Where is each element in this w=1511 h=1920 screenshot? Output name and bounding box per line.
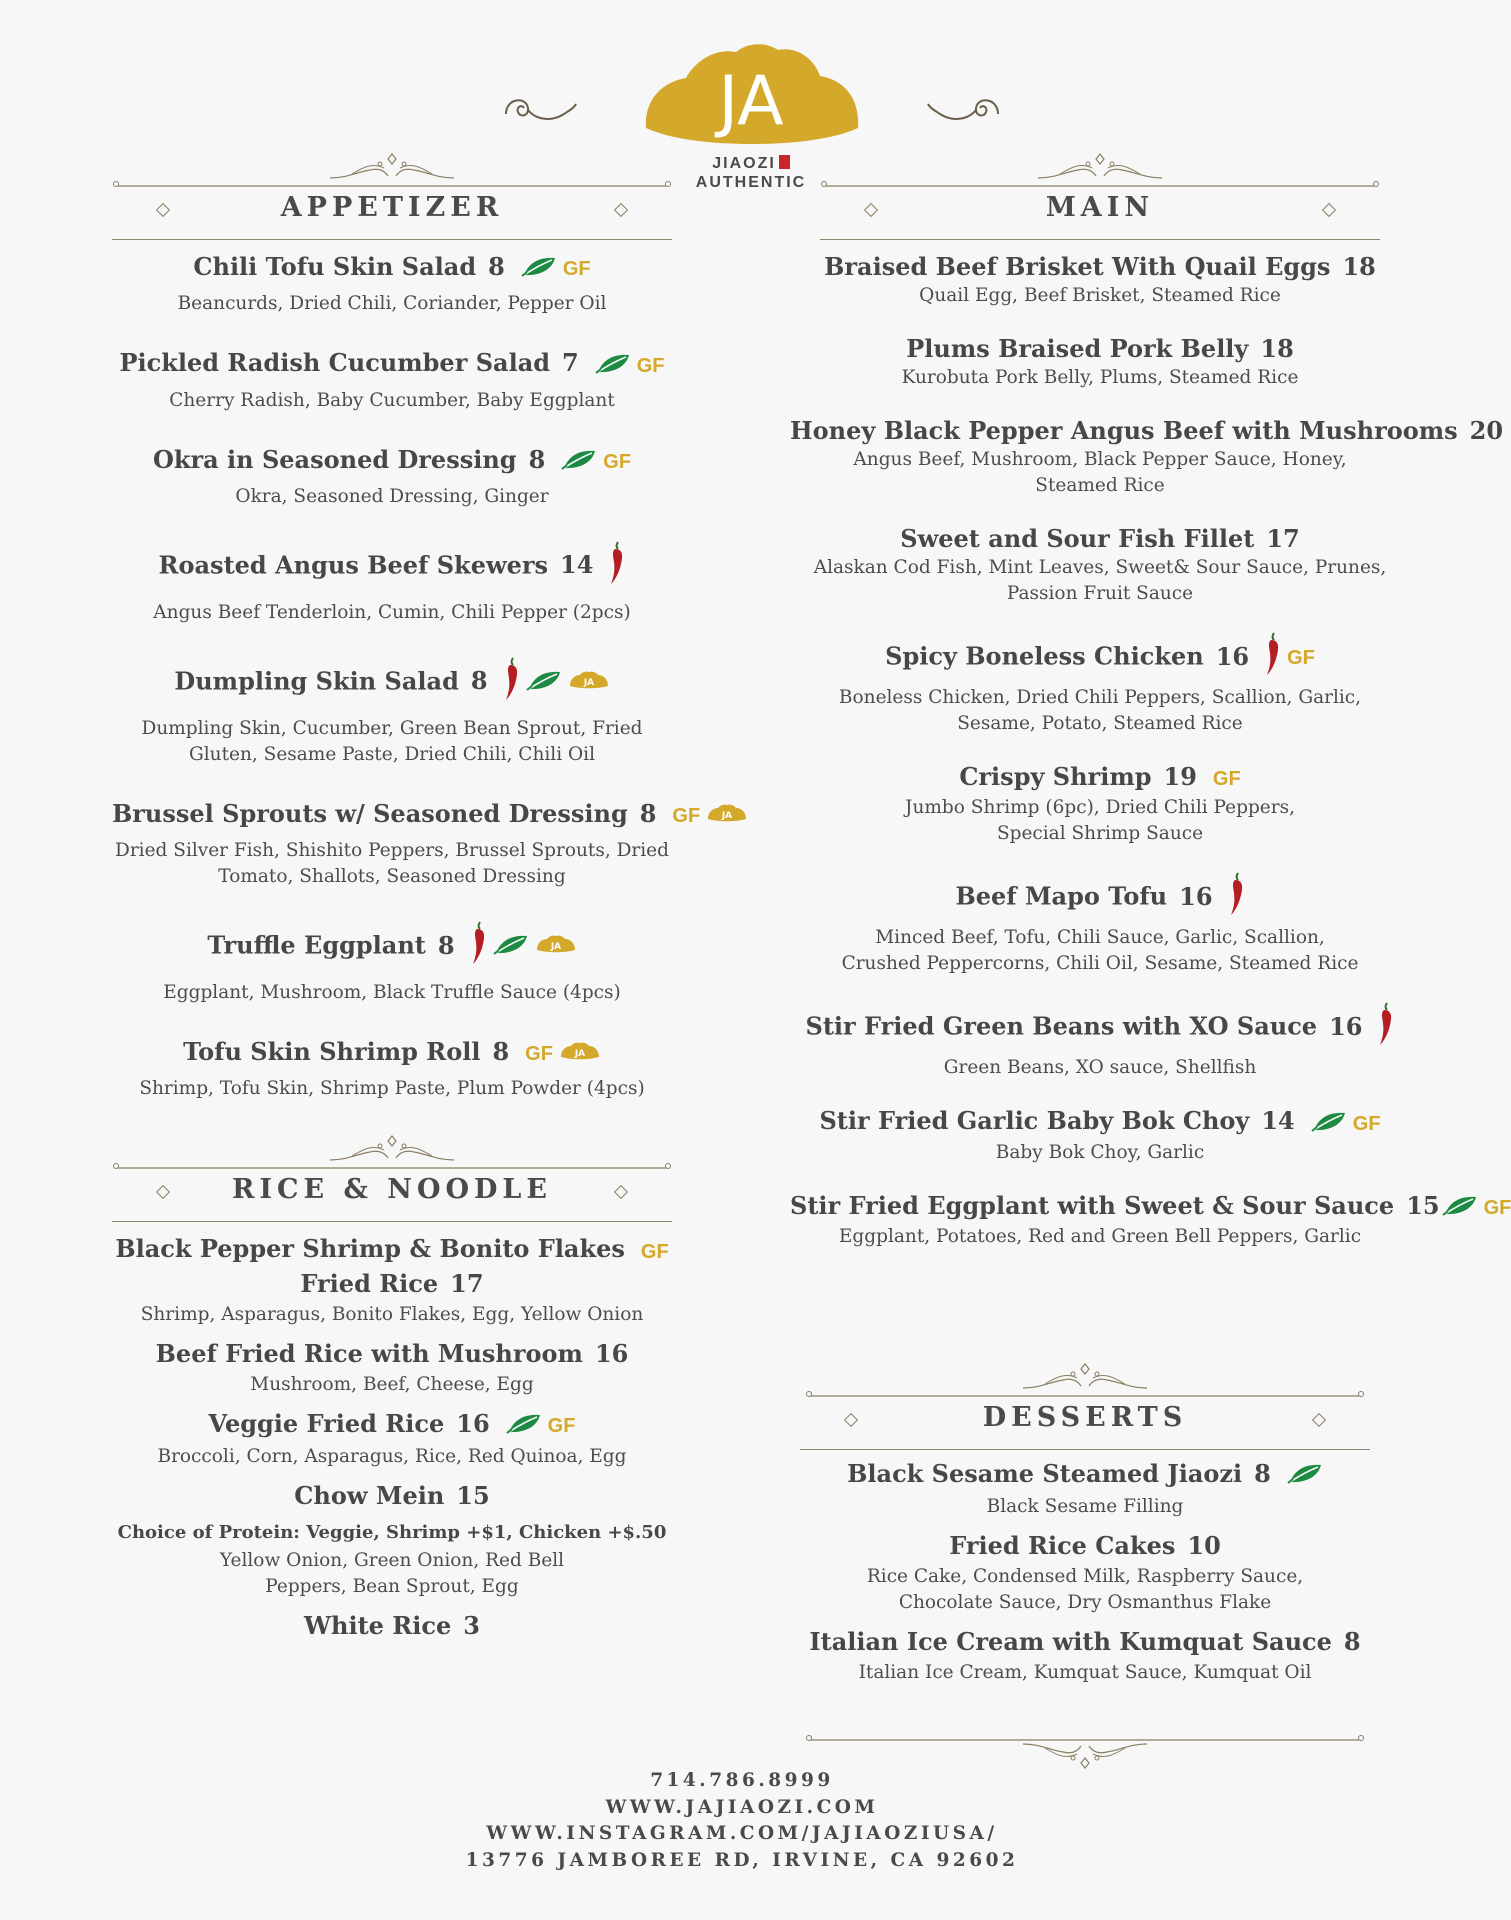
- vegetarian-leaf-icon: [1442, 1194, 1478, 1216]
- item-price: 17: [1266, 524, 1300, 553]
- website-link[interactable]: WWW.JAJIAOZI.COM: [605, 1796, 879, 1818]
- red-seal-icon: [779, 155, 790, 169]
- item-price: 15: [456, 1480, 490, 1510]
- item-name: Italian Ice Cream with Kumquat Sauce: [809, 1627, 1332, 1657]
- item-price: 15: [1406, 1190, 1440, 1220]
- item-name: Veggie Fried Rice: [208, 1408, 445, 1438]
- dumpling-logo-icon: [640, 36, 862, 156]
- brand-line-2: AUTHENTIC: [695, 174, 807, 191]
- menu-item: [790, 251, 1410, 309]
- desserts-list: [800, 1458, 1370, 1686]
- item-price: 14: [1261, 1106, 1295, 1136]
- menu-item: [790, 415, 1504, 499]
- item-price: 8: [528, 444, 546, 474]
- item-name: Brussel Sprouts w/ Seasoned Dressing: [112, 798, 628, 828]
- menu-item: [112, 540, 672, 626]
- signature-dumpling-icon: [559, 1040, 601, 1062]
- item-name-line-2: Fried Rice: [300, 1268, 439, 1298]
- signature-dumpling-icon: [706, 802, 748, 824]
- item-description: Boneless Chicken, Dried Chili Peppers, Scallion, Garlic, Sesame, Potato, Steamed Rice: [838, 687, 1362, 734]
- item-description: Shrimp, Asparagus, Bonito Flakes, Egg, Yellow Onion: [140, 1303, 644, 1325]
- item-description: Okra, Seasoned Dressing, Ginger: [235, 485, 549, 507]
- vegetarian-leaf-icon: [526, 669, 562, 691]
- section-title-appetizer: APPETIZER: [280, 192, 504, 223]
- menu-item: [112, 444, 672, 510]
- divider-line: [820, 180, 1380, 188]
- desserts-column: [800, 1360, 1370, 1696]
- ornament-icon: [322, 1132, 462, 1164]
- item-description: Cherry Radish, Baby Cucumber, Baby Eggplant: [169, 389, 615, 411]
- item-price: 16: [594, 1338, 629, 1368]
- menu-item: [800, 1626, 1370, 1686]
- item-description: Dumpling Skin, Cucumber, Green Bean Sprout, Fried Gluten, Sesame Paste, Dried Chili, Chili Oil: [141, 717, 643, 765]
- item-price: 8: [437, 930, 455, 960]
- item-price: 10: [1187, 1531, 1221, 1561]
- item-price: 8: [492, 1037, 510, 1066]
- protein-options: Choice of Protein: Veggie, Shrimp +$1, Chicken +$.50: [117, 1521, 667, 1543]
- vegetarian-leaf-icon: [595, 352, 631, 374]
- item-name: Chili Tofu Skin Salad: [193, 252, 477, 281]
- item-price: 7: [562, 348, 579, 378]
- ornament-icon: [1015, 1360, 1155, 1392]
- appetizer-header: [112, 150, 672, 245]
- item-price: 20: [1469, 416, 1504, 445]
- gluten-free-badge: GF: [640, 1240, 669, 1263]
- item-description: Green Beans, XO sauce, Shellfish: [943, 1057, 1257, 1079]
- item-description: Jumbo Shrimp (6pc), Dried Chili Peppers, Special Shrimp Sauce: [905, 797, 1295, 845]
- item-price: 18: [1260, 334, 1294, 363]
- item-price: 3: [463, 1610, 480, 1640]
- item-name: Pickled Radish Cucumber Salad: [119, 348, 551, 378]
- gluten-free-badge: GF: [603, 450, 632, 473]
- item-description: Quail Egg, Beef Brisket, Steamed Rice: [919, 285, 1281, 306]
- menu-item: [790, 631, 1410, 737]
- gluten-free-badge: GF: [1352, 1112, 1381, 1135]
- gluten-free-badge: GF: [1483, 1196, 1511, 1219]
- item-description: Mushroom, Beef, Cheese, Egg: [250, 1373, 534, 1395]
- item-price: 8: [1254, 1459, 1271, 1488]
- menu-item: [112, 1338, 672, 1398]
- desserts-header: [800, 1360, 1370, 1452]
- item-name: Plums Braised Pork Belly: [906, 334, 1249, 363]
- item-name: Tofu Skin Shrimp Roll: [183, 1037, 481, 1066]
- section-title-main: MAIN: [1045, 192, 1155, 223]
- menu-item: [112, 347, 672, 413]
- vegetarian-leaf-icon: [493, 933, 529, 955]
- gluten-free-badge: GF: [1212, 768, 1241, 791]
- item-description: Black Sesame Filling: [986, 1496, 1184, 1518]
- item-name: Braised Beef Brisket With Quail Eggs: [824, 252, 1331, 281]
- vegetarian-leaf-icon: [1287, 1462, 1323, 1484]
- item-name: Okra in Seasoned Dressing: [152, 444, 517, 474]
- main-header: [820, 150, 1380, 245]
- item-description: Dried Silver Fish, Shishito Peppers, Brussel Sprouts, Dried Tomato, Shallots, Seasoned Dressing: [115, 840, 669, 887]
- item-description: Beancurds, Dried Chili, Coriander, Pepper Oil: [177, 293, 607, 315]
- menu-item: [112, 920, 672, 1006]
- vegetarian-leaf-icon: [1311, 1110, 1347, 1132]
- menu-item: [790, 761, 1410, 847]
- item-description: Italian Ice Cream, Kumquat Sauce, Kumquat Oil: [858, 1662, 1312, 1684]
- item-description: Baby Bok Choy, Garlic: [995, 1141, 1205, 1163]
- item-description: Minced Beef, Tofu, Chili Sauce, Garlic, Scallion, Crushed Peppercorns, Chili Oil, Sesame, Steamed Rice: [841, 927, 1359, 975]
- spicy-chili-icon: [1265, 631, 1281, 677]
- spicy-chili-icon: [1229, 871, 1245, 917]
- item-price: 8: [470, 666, 488, 696]
- item-description: Angus Beef Tenderloin, Cumin, Chili Pepper (2pcs): [153, 601, 631, 623]
- menu-item: [790, 871, 1410, 977]
- divider-line: [112, 180, 672, 188]
- spicy-chili-icon: [1378, 1001, 1394, 1047]
- menu-item: [112, 656, 672, 768]
- item-name: Stir Fried Green Beans with XO Sauce: [805, 1011, 1318, 1041]
- vegetarian-leaf-icon: [521, 255, 557, 277]
- item-price: 8: [639, 798, 657, 828]
- divider-line: [112, 1162, 672, 1170]
- signature-dumpling-icon: [535, 933, 577, 955]
- item-price: 8: [1343, 1627, 1361, 1657]
- rice-noodle-list: [112, 1233, 672, 1642]
- menu-item: [112, 1480, 672, 1600]
- item-description: Kurobuta Pork Belly, Plums, Steamed Rice: [901, 367, 1299, 388]
- signature-dumpling-icon: [568, 669, 610, 691]
- menu-item: [112, 251, 672, 317]
- item-description: Yellow Onion, Green Onion, Red Bell Peppers, Bean Sprout, Egg: [219, 1549, 565, 1597]
- gluten-free-badge: GF: [1287, 647, 1315, 669]
- right-column: [790, 150, 1511, 1250]
- menu-item: [800, 1530, 1370, 1616]
- item-name: Black Pepper Shrimp & Bonito Flakes: [115, 1234, 625, 1264]
- menu-item: [790, 333, 1410, 391]
- gluten-free-badge: GF: [547, 1414, 576, 1437]
- menu-item: [112, 1036, 672, 1102]
- divider-line: [800, 1390, 1370, 1398]
- menu-item: [112, 1610, 672, 1642]
- instagram-link[interactable]: WWW.INSTAGRAM.COM/JAJIAOZIUSA/: [486, 1823, 998, 1844]
- menu-item: [790, 1105, 1410, 1165]
- rice-noodle-header: [112, 1132, 672, 1227]
- divider-line: [800, 1449, 1370, 1450]
- item-name: Stir Fried Garlic Baby Bok Choy: [819, 1106, 1250, 1136]
- item-price: 16: [1329, 1011, 1363, 1041]
- spicy-chili-icon: [504, 656, 520, 702]
- spicy-chili-icon: [471, 920, 487, 966]
- item-description: Alaskan Cod Fish, Mint Leaves, Sweet& Sour Sauce, Prunes, Passion Fruit Sauce: [813, 557, 1387, 604]
- menu-item: [112, 1408, 672, 1470]
- swirl-ornament-right-icon: [926, 90, 1002, 130]
- vegetarian-leaf-icon: [561, 448, 597, 470]
- item-price: 19: [1163, 762, 1197, 791]
- item-name: Chow Mein: [294, 1480, 445, 1510]
- section-title-rice-noodle: RICE & NOODLE: [231, 1174, 552, 1206]
- item-name: Spicy Boneless Chicken: [885, 641, 1204, 671]
- divider-line: [820, 239, 1380, 240]
- swirl-ornament-left-icon: [502, 90, 578, 130]
- item-price: 14: [560, 550, 594, 580]
- item-description: Angus Beef, Mushroom, Black Pepper Sauce, Honey, Steamed Rice: [853, 449, 1347, 496]
- item-name: Beef Mapo Tofu: [955, 881, 1168, 911]
- item-name: Stir Fried Eggplant with Sweet & Sour Sauce: [790, 1190, 1395, 1220]
- item-name: Beef Fried Rice with Mushroom: [155, 1338, 583, 1368]
- item-name: Black Sesame Steamed Jiaozi: [847, 1459, 1243, 1488]
- item-price: 16: [1215, 641, 1250, 671]
- gluten-free-badge: GF: [636, 354, 665, 377]
- item-name: Roasted Angus Beef Skewers: [158, 550, 549, 580]
- item-name: Dumpling Skin Salad: [174, 666, 459, 696]
- item-name: White Rice: [304, 1610, 452, 1640]
- menu-item: [800, 1458, 1370, 1520]
- contact-footer: [392, 1768, 1092, 1874]
- divider-line: [112, 1221, 672, 1222]
- address: 13776 JAMBOREE RD, IRVINE, CA 92602: [465, 1849, 1019, 1871]
- left-column: [112, 150, 701, 1652]
- item-description: Shrimp, Tofu Skin, Shrimp Paste, Plum Powder (4pcs): [139, 1078, 645, 1100]
- item-price: 8: [488, 252, 505, 281]
- gluten-free-badge: GF: [672, 805, 701, 827]
- menu-item: [112, 1233, 672, 1327]
- menu-item: [790, 1190, 1511, 1250]
- item-description: Rice Cake, Condensed Milk, Raspberry Sauce, Chocolate Sauce, Dry Osmanthus Flake: [866, 1566, 1304, 1614]
- spicy-chili-icon: [609, 540, 625, 586]
- item-description: Broccoli, Corn, Asparagus, Rice, Red Quinoa, Egg: [157, 1445, 627, 1467]
- phone-number: 714.786.8999: [650, 1770, 834, 1791]
- ornament-icon: [1030, 150, 1170, 182]
- item-name: Sweet and Sour Fish Fillet: [900, 524, 1255, 553]
- item-description: Eggplant, Potatoes, Red and Green Bell Peppers, Garlic: [838, 1225, 1362, 1247]
- item-name: Crispy Shrimp: [959, 762, 1152, 791]
- menu-item: [790, 523, 1410, 607]
- ornament-icon: [322, 150, 462, 182]
- item-price: 16: [456, 1408, 490, 1438]
- item-name: Truffle Eggplant: [207, 930, 426, 960]
- item-description: Eggplant, Mushroom, Black Truffle Sauce (4pcs): [163, 982, 621, 1003]
- item-name: Honey Black Pepper Angus Beef with Mushrooms: [790, 416, 1458, 445]
- brand-line-1: JIAOZI: [712, 155, 776, 172]
- item-price: 18: [1342, 252, 1376, 281]
- item-name: Fried Rice Cakes: [949, 1531, 1176, 1561]
- item-price: 16: [1179, 881, 1213, 911]
- logo-monogram: JA: [718, 62, 784, 141]
- section-title-desserts: DESSERTS: [982, 1402, 1188, 1433]
- item-price: 17: [450, 1268, 484, 1298]
- vegetarian-leaf-icon: [506, 1412, 542, 1434]
- menu-item: [112, 798, 701, 890]
- menu-item: [790, 1001, 1410, 1081]
- gluten-free-badge: GF: [525, 1043, 553, 1066]
- divider-line: [112, 239, 672, 240]
- gluten-free-badge: GF: [562, 258, 591, 281]
